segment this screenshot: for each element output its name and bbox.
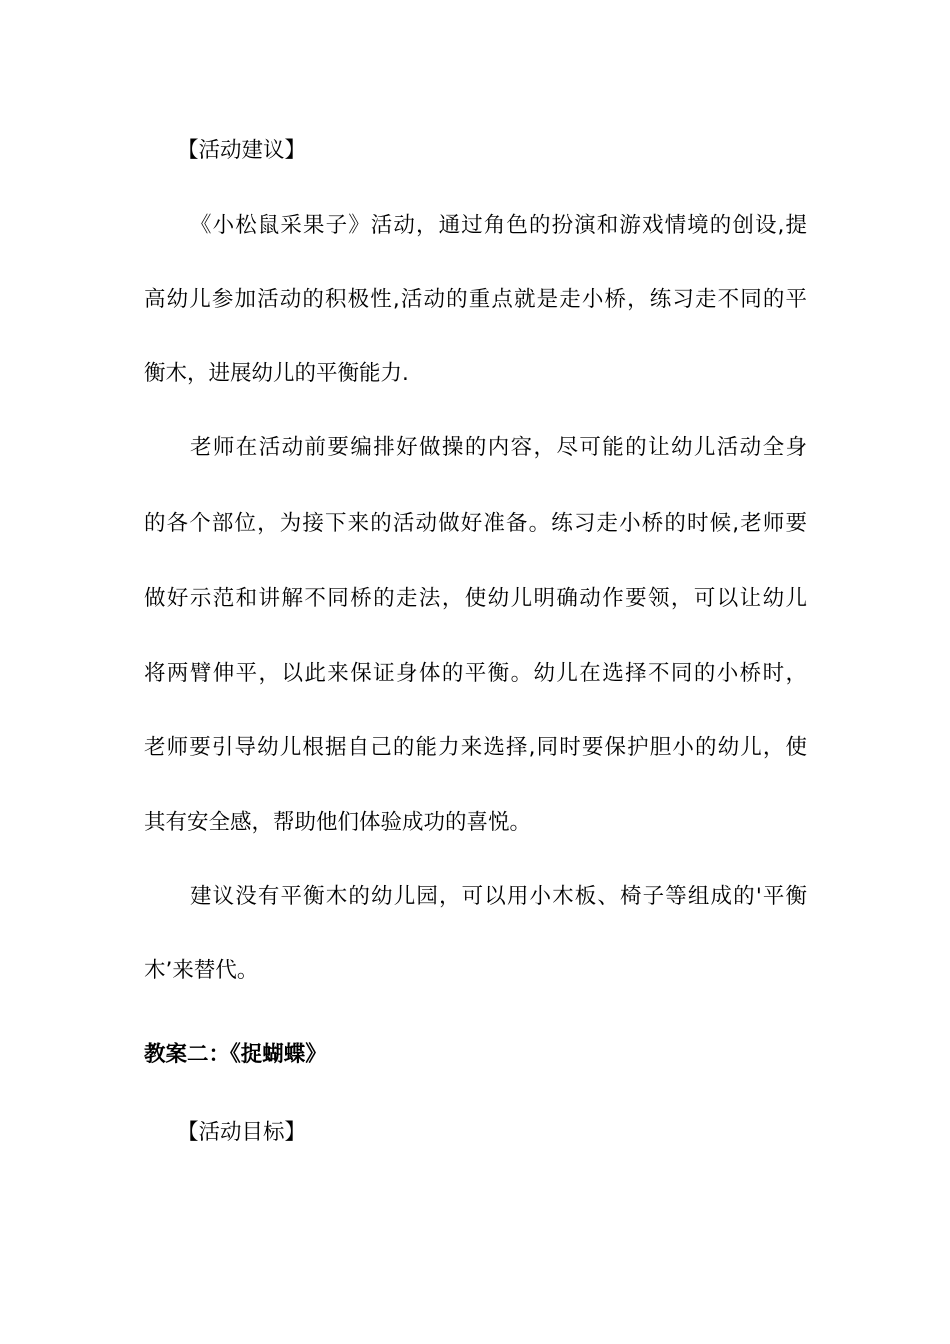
paragraph-line: 高幼儿参加活动的积极性,活动的重点就是走小桥，练习走不同的平: [144, 287, 807, 312]
paragraph-line: 其有安全感，帮助他们体验成功的喜悦。: [144, 810, 532, 835]
paragraph-line: 衡木，进展幼儿的平衡能力.: [144, 361, 409, 386]
paragraph-line: 《小松鼠采果子》活动，通过角色的扮演和游戏情境的创设,提: [190, 213, 807, 238]
paragraph-line: 木’来替代。: [144, 958, 259, 983]
paragraph-line: 建议没有平衡木的幼儿园，可以用小木板、椅子等组成的'平衡: [190, 884, 807, 909]
section-heading-activity-goals: 【活动目标】: [177, 1120, 307, 1145]
lesson-plan-title: 教案二：《捉蝴蝶》: [144, 1042, 327, 1067]
paragraph-line: 的各个部位，为接下来的活动做好准备。练习走小桥的时候,老师要: [144, 511, 807, 536]
paragraph-line: 老师要引导幼儿根据自己的能力来选择,同时要保护胆小的幼儿，使: [144, 735, 807, 760]
paragraph-line: 老师在活动前要编排好做操的内容，尽可能的让幼儿活动全身: [190, 435, 807, 460]
paragraph-line: 将两臂伸平，以此来保证身体的平衡。幼儿在选择不同的小桥时，: [144, 661, 807, 686]
section-heading-activity-suggestions: 【活动建议】: [177, 138, 307, 163]
paragraph-line: 做好示范和讲解不同桥的走法，使幼儿明确动作要领，可以让幼儿: [144, 586, 807, 611]
